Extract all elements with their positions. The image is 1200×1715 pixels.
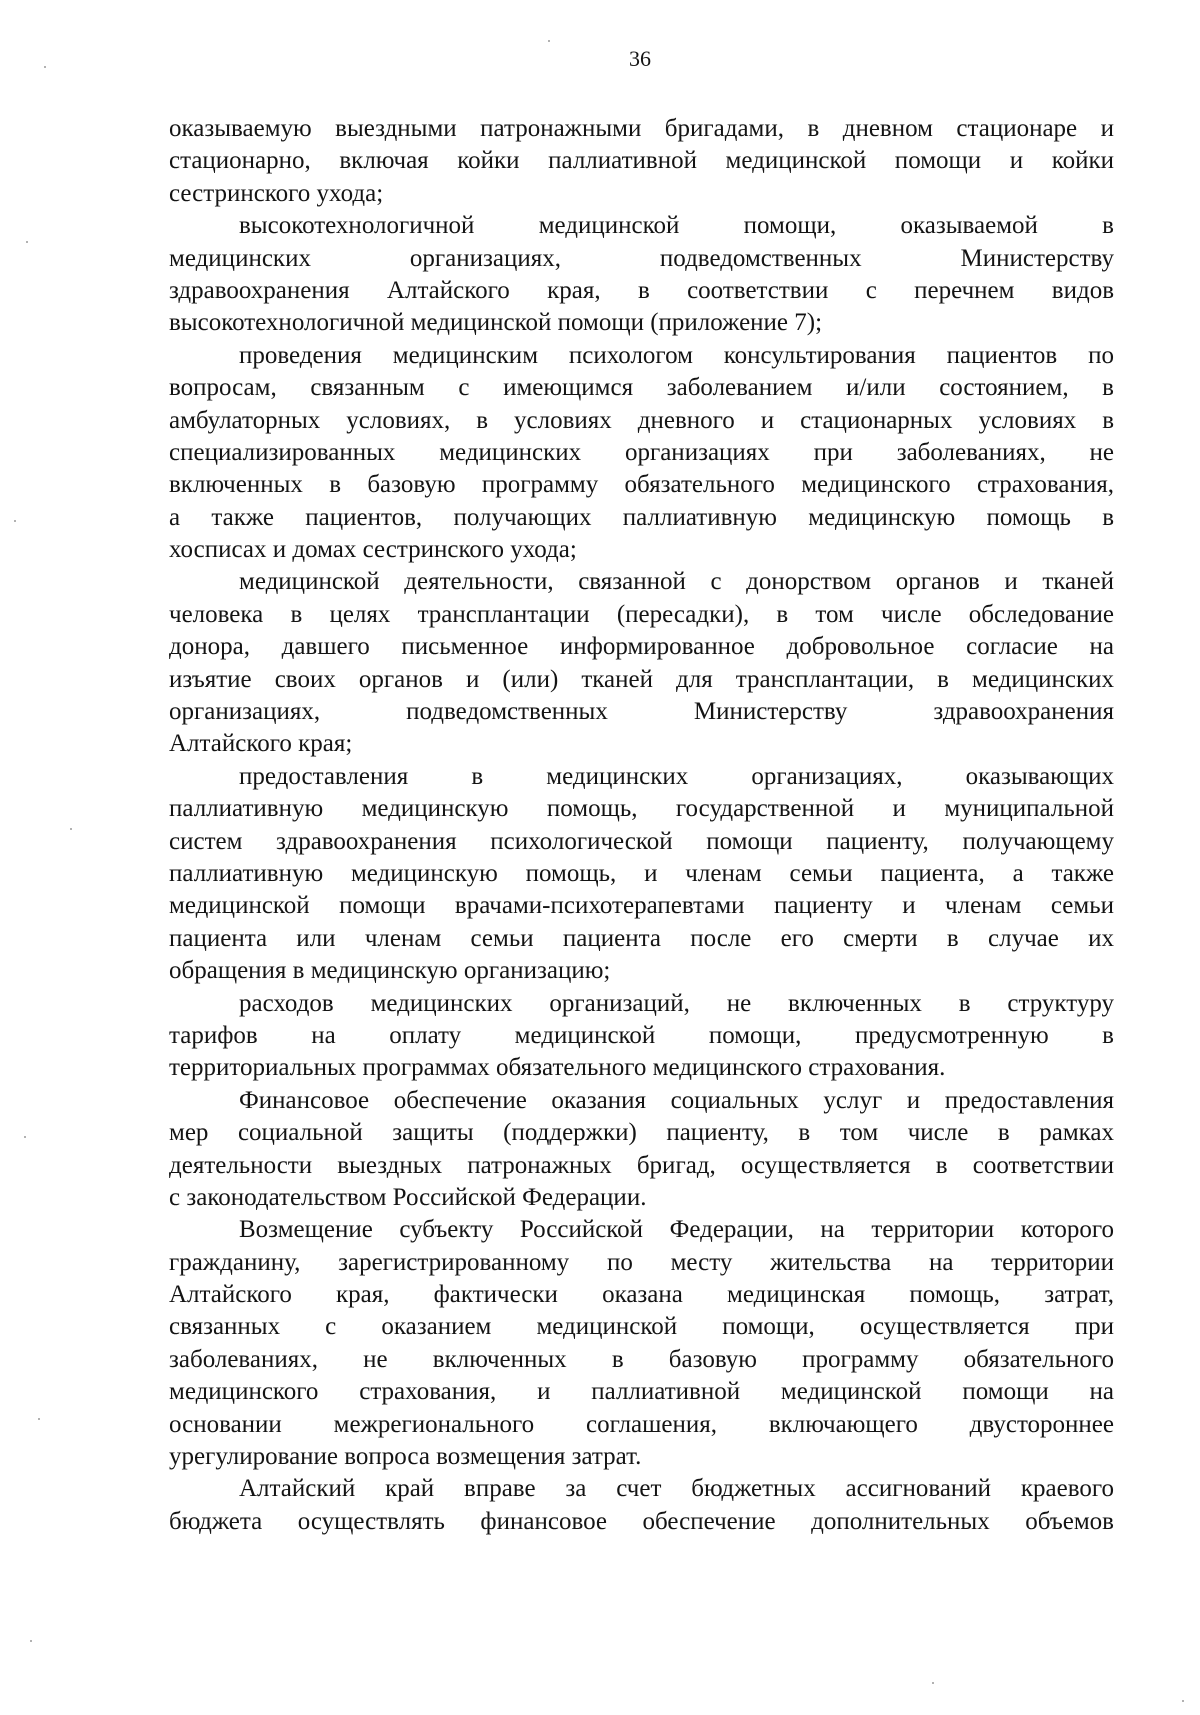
text-line: связанных с оказанием медицинской помощи, осуществляется при [169,1313,1114,1341]
text-line: расходов медицинских организаций, не включенных в структуру [239,989,1114,1017]
scan-speck [1182,1700,1184,1702]
paragraph [169,113,1114,210]
text-line: пациента или членам семьи пациента после его смерти в случае их [169,924,1114,952]
text-line: Алтайский край вправе за счет бюджетных ассигнований краевого [239,1475,1114,1503]
page-number: 36 [629,46,651,71]
text-line: высокотехнологичной медицинской помощи (приложение 7); [169,309,823,337]
text-line: обращения в медицинскую организацию; [169,957,611,985]
paragraph [169,210,1114,340]
text-line: медицинских организациях, подведомственных Министерству [169,244,1114,272]
scan-speck [44,66,46,68]
paragraph [169,988,1114,1085]
text-line: изъятие своих органов и (или) тканей для трансплантации, в медицинских [169,665,1114,693]
text-line: здравоохранения Алтайского края, в соответствии с перечнем видов [169,276,1114,304]
text-line: оказываемую выездными патронажными бригадами, в дневном стационаре и [169,115,1114,142]
scan-speck [14,520,16,522]
scan-speck [70,828,72,830]
text-line: организациях, подведомственных Министерству здравоохранения [169,698,1114,726]
text-line: мер социальной защиты (поддержки) пациенту, в том числе в рамках [169,1119,1114,1147]
text-line: специализированных медицинских организациях при заболеваниях, не [169,438,1114,466]
text-line: сестринского ухода; [169,179,384,207]
paragraph [169,340,1114,567]
text-line: заболеваниях, не включенных в базовую программу обязательного [169,1345,1114,1373]
text-line: а также пациентов, получающих паллиативную медицинскую помощь в [169,503,1114,531]
text-line: деятельности выездных патронажных бригад, осуществляется в соответствии [169,1151,1114,1179]
text-line: Алтайского края, фактически оказана медицинская помощь, затрат, [169,1281,1114,1309]
scan-speck [38,1418,40,1420]
document-body [169,113,1114,1538]
text-line: человека в целях трансплантации (пересадки), в том числе обследование [169,600,1114,628]
text-line: урегулирование вопроса возмещения затрат. [169,1443,642,1471]
text-line: вопросам, связанным с имеющимся заболеванием и/или состоянием, в [169,374,1114,402]
text-line: медицинского страхования, и паллиативной медицинской помощи на [169,1378,1114,1406]
text-line: предоставления в медицинских организациях, оказывающих [239,762,1114,790]
text-line: с законодательством Российской Федерации. [169,1183,647,1211]
scan-speck [24,1136,26,1138]
scan-speck [30,1640,32,1642]
text-line: медицинской помощи врачами-психотерапевтами пациенту и членам семьи [169,892,1114,920]
text-line: территориальных программах обязательного медицинского страхования. [169,1054,946,1082]
scan-speck [26,241,28,243]
paragraph [169,1085,1114,1215]
text-line: систем здравоохранения психологической помощи пациенту, получающему [169,827,1114,855]
scan-speck [932,1682,934,1684]
text-line: тарифов на оплату медицинской помощи, предусмотренную в [169,1021,1114,1049]
text-line: основании межрегионального соглашения, включающего двустороннее [169,1410,1114,1438]
paragraph [169,1473,1114,1538]
text-line: медицинской деятельности, связанной с донорством органов и тканей [239,568,1114,596]
text-line: хосписах и домах сестринского ухода; [169,536,577,564]
paragraph [169,566,1114,760]
text-line: бюджета осуществлять финансовое обеспечение дополнительных объемов [169,1507,1114,1535]
text-line: Возмещение субъекту Российской Федерации, на территории которого [239,1216,1114,1244]
text-line: включенных в базовую программу обязательного медицинского страхования, [169,471,1114,499]
text-line: донора, давшего письменное информированное добровольное согласие на [169,633,1114,661]
text-line: Алтайского края; [169,730,353,758]
text-line: гражданину, зарегистрированному по месту жительства на территории [169,1248,1114,1276]
text-line: амбулаторных условиях, в условиях дневного и стационарных условиях в [169,406,1114,434]
text-line: Финансовое обеспечение оказания социальных услуг и предоставления [239,1086,1114,1114]
text-line: паллиативную медицинскую помощь, и членам семьи пациента, а также [169,859,1114,887]
scan-speck [548,40,550,42]
paragraph [169,1214,1114,1473]
text-line: паллиативную медицинскую помощь, государственной и муниципальной [169,795,1114,823]
paragraph [169,761,1114,988]
text-line: проведения медицинским психологом консультирования пациентов по [239,341,1114,369]
text-line: высокотехнологичной медицинской помощи, оказываемой в [239,212,1114,240]
text-line: стационарно, включая койки паллиативной медицинской помощи и койки [169,147,1114,175]
